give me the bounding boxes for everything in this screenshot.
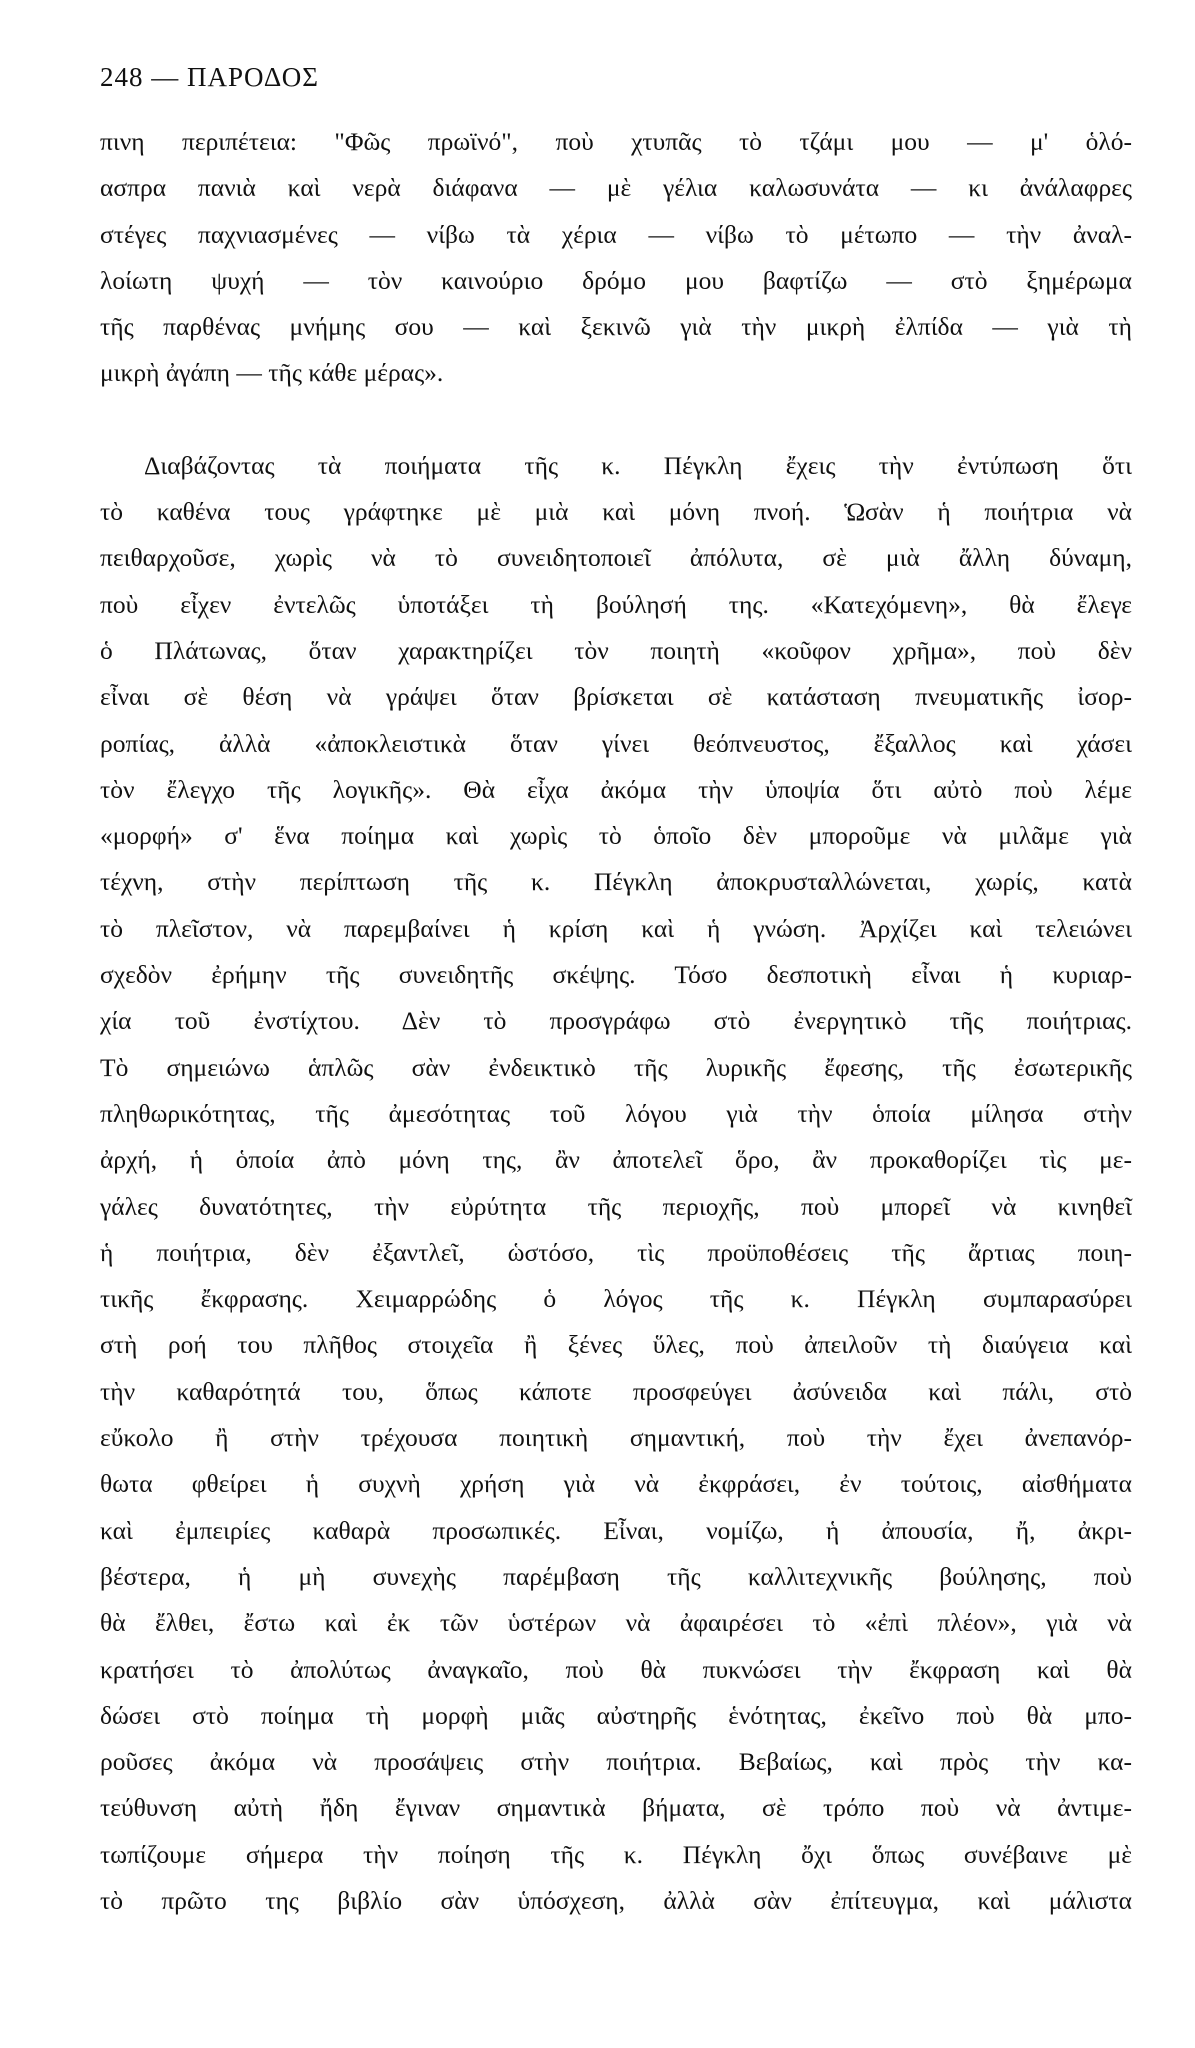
text-line: γάλες δυνατότητες, τὴν εὐρύτητα τῆς περιοχῆς, ποὺ μπορεῖ νὰ κινηθεῖ bbox=[100, 1191, 1132, 1221]
text-line: «μορφή» σ' ἕνα ποίημα καὶ χωρὶς τὸ ὁποῖο δὲν μποροῦμε νὰ μιλᾶμε γιὰ bbox=[100, 821, 1132, 851]
text-line: στὴ ροή του πλῆθος στοιχεῖα ἢ ξένες ὕλες, ποὺ ἀπειλοῦν τὴ διαύγεια καὶ bbox=[100, 1330, 1132, 1360]
text-line: κρατήσει τὸ ἀπολύτως ἀναγκαῖο, ποὺ θὰ πυκνώσει τὴν ἔκφραση καὶ θὰ bbox=[100, 1654, 1132, 1684]
text-line: πινη περιπέτεια: "Φῶς πρωϊνό", ποὺ χτυπᾶς τὸ τζάμι μου — μ' ὁλό- bbox=[100, 127, 1132, 156]
text-line: χία τοῦ ἐνστίχτου. Δὲν τὸ προσγράφω στὸ ἐνεργητικὸ τῆς ποιήτριας. bbox=[100, 1006, 1132, 1036]
text-line: θὰ ἔλθει, ἔστω καὶ ἐκ τῶν ὑστέρων νὰ ἀφαιρέσει τὸ «ἐπὶ πλέον», γιὰ νὰ bbox=[100, 1608, 1132, 1638]
text-line: ροπίας, ἀλλὰ «ἀποκλειστικὰ ὅταν γίνει θεόπνευστος, ἔξαλλος καὶ χάσει bbox=[100, 728, 1132, 758]
paragraph-continued bbox=[100, 119, 1132, 397]
text-line: τικῆς ἔκφρασης. Χειμαρρώδης ὁ λόγος τῆς κ. Πέγκλη συμπαρασύρει bbox=[100, 1284, 1132, 1314]
text-line: θωτα φθείρει ἡ συχνὴ χρήση γιὰ νὰ ἐκφράσει, ἐν τούτοις, αἰσθήματα bbox=[100, 1469, 1132, 1499]
paragraph bbox=[100, 443, 1132, 1925]
running-head: 248 — ΠΑΡΟΔΟΣ bbox=[100, 62, 319, 92]
text-line: Τὸ σημειώνω ἁπλῶς σὰν ἐνδεικτικὸ τῆς λυρικῆς ἔφεσης, τῆς ἐσωτερικῆς bbox=[100, 1052, 1132, 1082]
book-page bbox=[100, 62, 1132, 1924]
text-line: σχεδὸν ἐρήμην τῆς συνειδητῆς σκέψης. Τόσο δεσποτικὴ εἶναι ἡ κυριαρ- bbox=[100, 960, 1132, 990]
text-line: πληθωρικότητας, τῆς ἀμεσότητας τοῦ λόγου γιὰ τὴν ὁποία μίλησα στὴν bbox=[100, 1098, 1132, 1128]
text-line: ἡ ποιήτρια, δὲν ἐξαντλεῖ, ὡστόσο, τὶς προϋποθέσεις τῆς ἄρτιας ποιη- bbox=[100, 1237, 1132, 1267]
text-line: τὴν καθαρότητά του, ὅπως κάποτε προσφεύγει ἀσύνειδα καὶ πάλι, στὸ bbox=[100, 1376, 1132, 1406]
text-line: λοίωτη ψυχή — τὸν καινούριο δρόμο μου βαφτίζω — στὸ ξημέρωμα bbox=[100, 265, 1132, 295]
text-line: τὸ καθένα τους γράφτηκε μὲ μιὰ καὶ μόνη πνοή. Ὡσὰν ἡ ποιήτρια νὰ bbox=[100, 497, 1132, 527]
text-line: πειθαρχοῦσε, χωρὶς νὰ τὸ συνειδητοποιεῖ ἀπόλυτα, σὲ μιὰ ἄλλη δύναμη, bbox=[100, 543, 1132, 573]
text-line: τεύθυνση αὐτὴ ἤδη ἔγιναν σημαντικὰ βήματα, σὲ τρόπο ποὺ νὰ ἀντιμε- bbox=[100, 1793, 1132, 1823]
text-line: ὁ Πλάτωνας, ὅταν χαρακτηρίζει τὸν ποιητὴ «κοῦφον χρῆμα», ποὺ δὲν bbox=[100, 635, 1132, 665]
text-line: τωπίζουμε σήμερα τὴν ποίηση τῆς κ. Πέγκλη ὄχι ὅπως συνέβαινε μὲ bbox=[100, 1839, 1132, 1869]
text-line: τὸ πλεῖστον, νὰ παρεμβαίνει ἡ κρίση καὶ ἡ γνώση. Ἀρχίζει καὶ τελειώνει bbox=[100, 913, 1132, 943]
text-line: Διαβάζοντας τὰ ποιήματα τῆς κ. Πέγκλη ἔχεις τὴν ἐντύπωση ὅτι bbox=[144, 450, 1132, 480]
text-line: στέγες παχνιασμένες — νίβω τὰ χέρια — νίβω τὸ μέτωπο — τὴν ἀναλ- bbox=[100, 219, 1132, 249]
text-line: τέχνη, στὴν περίπτωση τῆς κ. Πέγκλη ἀποκρυσταλλώνεται, χωρίς, κατὰ bbox=[100, 867, 1132, 897]
text-line: μικρὴ ἀγάπη — τῆς κάθε μέρας». bbox=[100, 358, 444, 388]
text-line: ἀρχή, ἡ ὁποία ἀπὸ μόνη της, ἂν ἀποτελεῖ ὅρο, ἂν προκαθορίζει τὶς με- bbox=[100, 1145, 1132, 1175]
text-line: τῆς παρθένας μνήμης σου — καὶ ξεκινῶ γιὰ τὴν μικρὴ ἐλπίδα — γιὰ τὴ bbox=[100, 312, 1132, 342]
text-line: εὔκολο ἢ στὴν τρέχουσα ποιητικὴ σημαντική, ποὺ τὴν ἔχει ἀνεπανόρ- bbox=[100, 1423, 1132, 1453]
text-line: καὶ ἐμπειρίες καθαρὰ προσωπικές. Εἶναι, νομίζω, ἡ ἀπουσία, ἤ, ἀκρι- bbox=[100, 1515, 1132, 1545]
body-text bbox=[100, 119, 1132, 1924]
text-line: δώσει στὸ ποίημα τὴ μορφὴ μιᾶς αὐστηρῆς ἑνότητας, ἐκεῖνο ποὺ θὰ μπο- bbox=[100, 1700, 1132, 1730]
text-line: τὸν ἔλεγχο τῆς λογικῆς». Θὰ εἶχα ἀκόμα τὴν ὑποψία ὅτι αὐτὸ ποὺ λέμε bbox=[100, 774, 1132, 804]
text-line: τὸ πρῶτο της βιβλίο σὰν ὑπόσχεση, ἀλλὰ σὰν ἐπίτευγμα, καὶ μάλιστα bbox=[100, 1885, 1132, 1915]
text-line: ποὺ εἶχεν ἐντελῶς ὑποτάξει τὴ βούλησή της. «Κατεχόμενη», θὰ ἔλεγε bbox=[100, 589, 1132, 619]
text-line: εἶναι σὲ θέση νὰ γράψει ὅταν βρίσκεται σὲ κατάσταση πνευματικῆς ἰσορ- bbox=[100, 682, 1132, 712]
text-line: βέστερα, ἡ μὴ συνεχὴς παρέμβαση τῆς καλλιτεχνικῆς βούλησης, ποὺ bbox=[100, 1561, 1132, 1591]
text-line: ασπρα πανιὰ καὶ νερὰ διάφανα — μὲ γέλια καλωσυνάτα — κι ἀνάλαφρες bbox=[100, 173, 1132, 203]
text-line: ροῦσες ἀκόμα νὰ προσάψεις στὴν ποιήτρια. Βεβαίως, καὶ πρὸς τὴν κα- bbox=[100, 1747, 1132, 1777]
